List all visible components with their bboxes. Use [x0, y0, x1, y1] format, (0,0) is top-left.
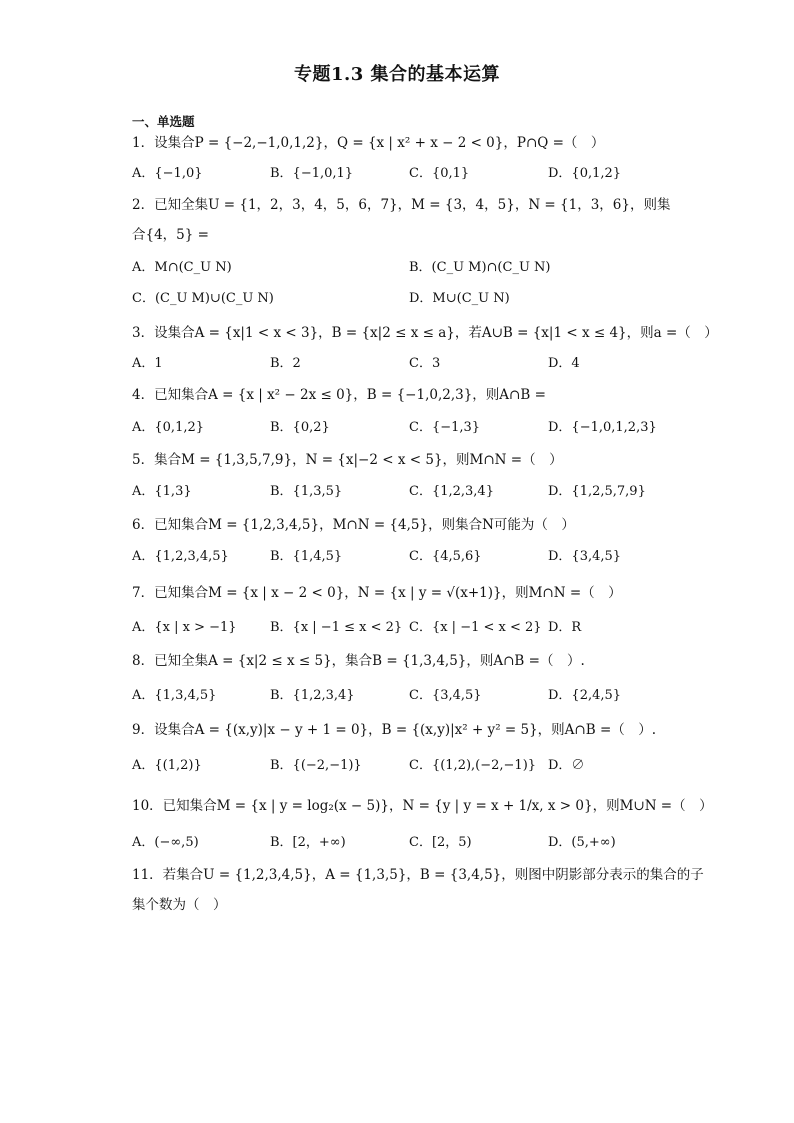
q10-option-c: C．[2，5) — [409, 835, 472, 850]
question-5-stem: 5．集合M = {1,3,5,7,9}，N = {x|−2 < x < 5}，则M∩N =（ ） — [132, 452, 563, 468]
q3-option-a: A．1 — [132, 356, 163, 371]
question-2-stem: 2．已知全集U = {1，2，3，4，5，6，7}，M = {3，4，5}，N = {1，3，6}，则集 — [132, 197, 671, 213]
q4-option-a: A．{0,1,2} — [132, 420, 205, 435]
question-3-options — [132, 355, 672, 373]
q8-option-d: D．{2,4,5} — [548, 688, 622, 703]
q2-option-d: D．M∪(C_U N) — [409, 291, 510, 306]
q7-option-a: A．{x | x > −1} — [132, 620, 237, 635]
q9-option-a: A．{(1,2)} — [132, 758, 202, 773]
question-4-options — [132, 419, 672, 437]
q1-option-b: B．{−1,0,1} — [270, 166, 354, 181]
question-5-options — [132, 483, 672, 501]
q7-option-b: B．{x | −1 ≤ x < 2} — [270, 620, 403, 635]
q10-option-a: A．(−∞,5) — [132, 835, 199, 850]
question-3-stem: 3．设集合A = {x|1 < x < 3}，B = {x|2 ≤ x ≤ a}，若A∪B = {x|1 < x ≤ 4}，则a =（ ） — [132, 325, 718, 341]
question-11-stem: 11．若集合U = {1,2,3,4,5}，A = {1,3,5}，B = {3,4,5}，则图中阴影部分表示的集合的子 — [132, 867, 704, 883]
section-heading: 一、单选题 — [132, 114, 195, 129]
question-10-options — [132, 834, 672, 852]
q9-option-c: C．{(1,2),(−2,−1)} — [409, 758, 537, 773]
question-1-stem: 1．设集合P = {−2,−1,0,1,2}，Q = {x | x² + x − 2 < 0}，P∩Q =（ ） — [132, 135, 605, 151]
question-8-options — [132, 687, 672, 705]
q6-option-c: C．{4,5,6} — [409, 549, 482, 564]
q5-option-d: D．{1,2,5,7,9} — [548, 484, 646, 499]
q7-option-d: D．R — [548, 620, 582, 635]
question-7-stem: 7．已知集合M = {x | x − 2 < 0}，N = {x | y = √(x+1)}，则M∩N =（ ） — [132, 585, 622, 601]
q2-option-c: C．(C_U M)∪(C_U N) — [132, 291, 274, 306]
q9-option-d: D．∅ — [548, 758, 585, 773]
q10-option-d: D．(5,+∞) — [548, 835, 616, 850]
q5-option-a: A．{1,3} — [132, 484, 192, 499]
question-9-stem: 9．设集合A = {(x,y)|x − y + 1 = 0}，B = {(x,y)|x² + y² = 5}，则A∩B =（ ）. — [132, 722, 657, 738]
q4-option-d: D．{−1,0,1,2,3} — [548, 420, 657, 435]
q1-option-a: A．{−1,0} — [132, 166, 203, 181]
q8-option-a: A．{1,3,4,5} — [132, 688, 217, 703]
question-9-options — [132, 757, 672, 775]
q2-option-a: A．M∩(C_U N) — [132, 260, 232, 275]
q6-option-b: B．{1,4,5} — [270, 549, 343, 564]
question-11-stem-cont: 集个数为（ ） — [132, 897, 227, 913]
question-2-stem-cont: 合{4，5} = — [132, 227, 209, 243]
question-7-options — [132, 619, 672, 637]
q6-option-d: D．{3,4,5} — [548, 549, 622, 564]
q8-option-c: C．{3,4,5} — [409, 688, 482, 703]
q6-option-a: A．{1,2,3,4,5} — [132, 549, 229, 564]
question-2-options-row1 — [132, 259, 672, 277]
q7-option-c: C．{x | −1 < x < 2} — [409, 620, 542, 635]
q3-option-c: C．3 — [409, 356, 441, 371]
q9-option-b: B．{(−2,−1)} — [270, 758, 362, 773]
q4-option-c: C．{−1,3} — [409, 420, 481, 435]
question-8-stem: 8．已知全集A = {x|2 ≤ x ≤ 5}，集合B = {1,3,4,5}，则A∩B =（ ）. — [132, 653, 585, 669]
q4-option-b: B．{0,2} — [270, 420, 330, 435]
q5-option-b: B．{1,3,5} — [270, 484, 343, 499]
page-title: 专题1.3 集合的基本运算 — [293, 64, 501, 85]
q1-option-d: D．{0,1,2} — [548, 166, 622, 181]
q8-option-b: B．{1,2,3,4} — [270, 688, 355, 703]
q10-option-b: B．[2，+∞) — [270, 835, 346, 850]
q1-option-c: C．{0,1} — [409, 166, 470, 181]
question-6-stem: 6．已知集合M = {1,2,3,4,5}，M∩N = {4,5}，则集合N可能为（ ） — [132, 517, 575, 533]
q3-option-d: D．4 — [548, 356, 580, 371]
q3-option-b: B．2 — [270, 356, 301, 371]
question-4-stem: 4．已知集合A = {x | x² − 2x ≤ 0}，B = {−1,0,2,3}，则A∩B = — [132, 387, 546, 403]
question-10-stem: 10．已知集合M = {x | y = log₂(x − 5)}，N = {y | y = x + 1/x, x > 0}，则M∪N =（ ） — [132, 798, 713, 814]
q2-option-b: B．(C_U M)∩(C_U N) — [409, 260, 551, 275]
question-2-options-row2 — [132, 290, 672, 308]
question-1-options — [132, 165, 672, 183]
q5-option-c: C．{1,2,3,4} — [409, 484, 494, 499]
question-6-options — [132, 548, 672, 566]
